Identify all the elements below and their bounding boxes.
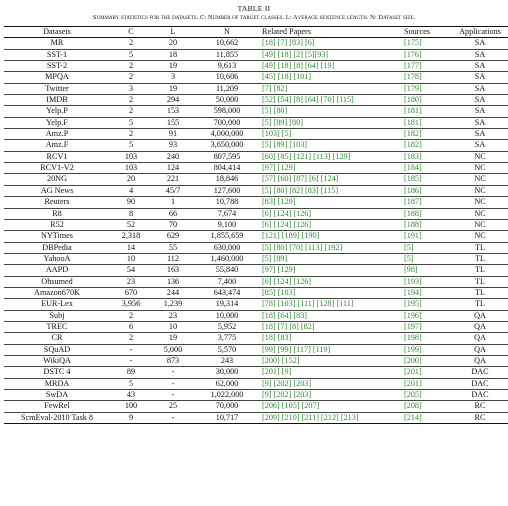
source-ref[interactable]: [182] <box>404 129 422 139</box>
table-row <box>4 174 508 185</box>
dataset-size: 700,000 <box>213 117 241 127</box>
num-classes: - <box>129 344 133 354</box>
source-ref[interactable]: [208] <box>404 401 422 411</box>
application: SA <box>474 72 486 82</box>
related-papers[interactable]: [5] [89] [80] <box>262 117 303 127</box>
dataset-size: 7,674 <box>217 208 237 218</box>
num-classes: 20 <box>126 174 136 184</box>
dataset-size: 3,775 <box>217 333 237 343</box>
source-ref[interactable]: [181] <box>404 106 422 116</box>
related-papers[interactable]: [5] [80] <box>262 106 288 116</box>
related-papers[interactable]: [9] [202] [203] <box>262 390 312 399</box>
num-classes: 90 <box>126 197 136 207</box>
related-papers[interactable]: [121] [189] [190] <box>262 231 320 241</box>
table-row <box>4 310 508 321</box>
related-papers[interactable]: [5] [80] [70] [113] [192] <box>262 242 343 252</box>
num-classes: 5 <box>128 378 134 388</box>
dataset-name: WikiQA <box>43 355 71 365</box>
dataset-name: MR <box>50 38 64 48</box>
source-ref[interactable]: [185] <box>404 174 422 184</box>
avg-length: 221 <box>166 174 180 184</box>
table-row <box>4 38 508 49</box>
dataset-name: TREC <box>46 321 68 331</box>
table-row <box>4 208 508 219</box>
related-papers[interactable]: [18] [7] [8] [82] <box>262 321 315 331</box>
dataset-size: 70,000 <box>215 401 239 411</box>
num-classes: 2 <box>128 38 134 48</box>
avg-length: 10 <box>168 321 178 331</box>
avg-length: 136 <box>166 276 180 286</box>
dataset-name: RCV1 <box>46 151 68 161</box>
table-row <box>4 197 508 208</box>
table-row <box>4 367 508 378</box>
header-papers: Related Papers <box>260 27 402 38</box>
avg-length: 45/7 <box>165 185 181 195</box>
dataset-size: 127,600 <box>213 185 241 195</box>
dataset-name: Twitter <box>45 83 69 93</box>
dataset-size: 5,952 <box>217 321 237 331</box>
application: SA <box>474 106 486 116</box>
table-row <box>4 299 508 310</box>
source-ref[interactable]: [184] <box>404 163 422 173</box>
dataset-size: 9,613 <box>217 61 237 71</box>
table-row <box>4 390 508 401</box>
source-ref[interactable]: [188] <box>404 219 422 229</box>
related-papers[interactable]: [103] [5] <box>262 129 292 139</box>
dataset-size: 62,000 <box>215 378 239 388</box>
table-caption <box>0 4 508 22</box>
application: NC <box>474 231 486 241</box>
dataset-size: 9,100 <box>217 219 237 229</box>
num-classes: 2,318 <box>121 231 141 241</box>
source-ref[interactable]: [178] <box>404 72 422 82</box>
avg-length: 25 <box>168 401 178 411</box>
header-row <box>4 27 508 38</box>
num-classes: 670 <box>124 287 138 297</box>
dataset-name: DSTC 4 <box>43 367 71 377</box>
application: TL <box>474 253 485 263</box>
header-sources: Sources <box>402 27 450 38</box>
table-row <box>4 219 508 230</box>
dataset-name: Amz.F <box>45 140 69 150</box>
num-classes: 3,956 <box>121 299 141 309</box>
num-classes: 23 <box>126 276 136 286</box>
application: QA <box>474 355 486 365</box>
num-classes: 43 <box>126 390 136 399</box>
table-row <box>4 321 508 332</box>
avg-length: 153 <box>166 106 180 116</box>
dataset-size: 1,460,000 <box>210 253 244 263</box>
avg-length: 112 <box>167 253 179 263</box>
application: QA <box>474 333 486 343</box>
related-papers[interactable]: [85] [103] <box>262 287 296 297</box>
source-ref[interactable]: [197] <box>404 321 422 331</box>
avg-length: 1,239 <box>163 299 183 309</box>
dataset-name: Reuters <box>44 197 70 207</box>
dataset-name: 20NG <box>46 174 67 184</box>
table-row <box>4 378 508 389</box>
dataset-size: 1,022,000 <box>210 390 244 399</box>
avg-length: 66 <box>168 208 178 218</box>
avg-length: 23 <box>168 310 178 320</box>
application: SA <box>474 38 486 48</box>
num-classes: 2 <box>128 310 134 320</box>
source-ref[interactable]: [181] <box>404 117 422 127</box>
dataset-name: EUR-Lex <box>41 299 73 309</box>
related-papers[interactable]: [99] [99] [117] [119] <box>262 344 331 354</box>
source-ref[interactable]: [200] <box>404 355 422 365</box>
dataset-name: MPQA <box>45 72 69 82</box>
related-papers[interactable]: [5] [89] [103] <box>262 140 308 150</box>
dataset-name: SwDA <box>45 390 69 399</box>
table-row <box>4 129 508 140</box>
application: NC <box>474 174 486 184</box>
application: RC <box>474 412 486 422</box>
application: QA <box>474 310 486 320</box>
application: SA <box>474 49 486 59</box>
application: QA <box>474 321 486 331</box>
dataset-size: 10,662 <box>215 38 239 48</box>
dataset-size: 10,000 <box>215 310 239 320</box>
avg-length: 124 <box>166 163 180 173</box>
dataset-name: AG News <box>40 185 74 195</box>
table-row <box>4 412 508 423</box>
avg-length: 163 <box>166 265 180 275</box>
related-papers[interactable]: [6] [124] [126] <box>262 276 312 286</box>
dataset-size: 5,570 <box>217 344 237 354</box>
dataset-name: Subj <box>49 310 65 320</box>
table-body <box>4 38 508 424</box>
application: RC <box>474 401 486 411</box>
source-ref[interactable]: [191] <box>404 231 422 241</box>
dataset-size: 10,606 <box>215 72 239 82</box>
avg-length: 93 <box>168 140 178 150</box>
num-classes: 8 <box>128 208 134 218</box>
dataset-name: R8 <box>52 208 62 218</box>
related-papers[interactable]: [78] [103] [111] [128] [111] <box>262 299 354 309</box>
avg-length: 19 <box>168 83 178 93</box>
source-ref[interactable]: [188] <box>404 208 422 218</box>
source-ref[interactable]: [182] <box>404 140 422 150</box>
table-row <box>4 287 508 298</box>
dataset-name: SQuAD <box>43 344 71 354</box>
related-papers[interactable]: [201] [9] <box>262 367 292 377</box>
num-classes: 5 <box>128 140 134 150</box>
num-classes: 103 <box>124 151 138 161</box>
dataset-name: MRDA <box>44 378 70 388</box>
source-ref[interactable]: [5] <box>404 242 414 252</box>
table-row <box>4 140 508 151</box>
source-ref[interactable]: [186] <box>404 185 422 195</box>
dataset-size: 30,000 <box>215 367 239 377</box>
source-ref[interactable]: [194] <box>404 287 422 297</box>
table-row <box>4 344 508 355</box>
related-papers[interactable]: [57] [60] [87] [6] [124] <box>262 174 339 184</box>
source-ref[interactable]: [187] <box>404 197 422 207</box>
avg-length: 5,000 <box>163 344 183 354</box>
dataset-name: DBPedia <box>42 242 72 252</box>
table-title: TABLE II <box>237 4 271 13</box>
application: TL <box>474 276 485 286</box>
application: NC <box>474 219 486 229</box>
dataset-name: AAPD <box>45 265 69 275</box>
header-c: C <box>110 27 152 38</box>
table-row <box>4 401 508 412</box>
avg-length: 155 <box>166 117 180 127</box>
source-ref[interactable]: [201] <box>404 367 422 377</box>
application: NC <box>474 185 486 195</box>
related-papers[interactable]: [18] [64] [83] <box>262 310 308 320</box>
num-classes: 52 <box>126 219 136 229</box>
num-classes: 2 <box>128 333 134 343</box>
table-row <box>4 49 508 60</box>
application: SA <box>474 95 486 105</box>
avg-length: 55 <box>168 242 178 252</box>
source-ref[interactable]: [5] <box>404 253 414 263</box>
dataset-name: ScmEval-2010 Task 8 <box>20 412 94 422</box>
dataset-size: 10,717 <box>215 412 239 422</box>
table-row <box>4 117 508 128</box>
application: SA <box>474 117 486 127</box>
dataset-name: R52 <box>50 219 64 229</box>
num-classes: 3 <box>128 83 134 93</box>
avg-length: 1 <box>170 197 176 207</box>
num-classes: - <box>129 355 133 365</box>
avg-length: 873 <box>166 355 180 365</box>
dataset-name: YahooA <box>43 253 71 263</box>
num-classes: 2 <box>128 72 134 82</box>
dataset-size: 18,846 <box>215 174 239 184</box>
related-papers[interactable]: [49] [18] [8] [64] [19] <box>262 61 335 71</box>
dataset-size: 50,000 <box>215 95 239 105</box>
source-ref[interactable]: [199] <box>404 344 422 354</box>
num-classes: 5 <box>128 117 134 127</box>
table-row <box>4 253 508 264</box>
dataset-name: Ohsumed <box>41 276 73 286</box>
num-classes: 100 <box>124 401 138 411</box>
application: TL <box>474 287 485 297</box>
avg-length: 629 <box>166 231 180 241</box>
dataset-name: SST-2 <box>46 61 68 71</box>
table-row <box>4 265 508 276</box>
source-ref[interactable]: [193] <box>404 276 422 286</box>
header-applications: Applications <box>450 27 508 38</box>
application: SA <box>474 61 486 71</box>
avg-length: 294 <box>166 95 180 105</box>
avg-length: 19 <box>168 333 178 343</box>
related-papers[interactable]: [206] [105] [207] <box>262 401 320 411</box>
application: TL <box>474 242 485 252</box>
dataset-name: CR <box>51 333 63 343</box>
num-classes: 89 <box>126 367 136 377</box>
table-row <box>4 276 508 287</box>
dataset-size: 643,474 <box>213 287 241 297</box>
avg-length: 240 <box>166 151 180 161</box>
num-classes: 2 <box>128 129 134 139</box>
related-papers[interactable]: [9] [202] [203] <box>262 378 312 388</box>
avg-length: 244 <box>166 287 180 297</box>
application: SA <box>474 129 486 139</box>
dataset-size: 55,840 <box>215 265 239 275</box>
num-classes: 2 <box>128 95 134 105</box>
related-papers[interactable]: [60] [85] [121] [113] [129] <box>262 151 351 161</box>
dataset-size: 804,414 <box>213 163 241 173</box>
related-papers[interactable]: [7] [82] <box>262 83 288 93</box>
dataset-size: 4,000,000 <box>210 129 244 139</box>
num-classes: 9 <box>128 412 134 422</box>
application: QA <box>474 344 486 354</box>
related-papers[interactable]: [97] [129] <box>262 163 296 173</box>
table-row <box>4 106 508 117</box>
application: NC <box>474 163 486 173</box>
dataset-size: 11,855 <box>215 49 239 59</box>
application: DAC <box>471 390 489 399</box>
source-ref[interactable]: [198] <box>404 333 422 343</box>
table-row <box>4 95 508 106</box>
dataset-size: 19,314 <box>215 299 239 309</box>
dataset-size: 10,788 <box>215 197 239 207</box>
related-papers[interactable]: [18] [7] [83] [6] <box>262 38 315 48</box>
application: NC <box>474 197 486 207</box>
source-ref[interactable]: [179] <box>404 83 422 93</box>
related-papers[interactable]: [200] [152] <box>262 355 300 365</box>
avg-length: 3 <box>170 72 176 82</box>
related-papers[interactable]: [5] [80] [82] [83] [115] <box>262 185 339 195</box>
dataset-size: 7,400 <box>217 276 237 286</box>
num-classes: 103 <box>124 163 138 173</box>
avg-length: - <box>171 378 175 388</box>
source-ref[interactable]: [183] <box>404 151 422 161</box>
table-row <box>4 231 508 242</box>
avg-length: 18 <box>168 49 178 59</box>
avg-length: 20 <box>168 38 178 48</box>
source-ref[interactable]: [214] <box>404 412 422 422</box>
num-classes: 10 <box>126 253 136 263</box>
table-description: Summary statistics for the datasets. C: Number of target classes. L: Average sentence length. N: Dataset size. <box>92 14 416 21</box>
dataset-size: 598,000 <box>213 106 241 116</box>
dataset-name: Amz.P <box>45 129 69 139</box>
source-ref[interactable]: [180] <box>404 95 422 105</box>
application: SA <box>474 140 486 150</box>
avg-length: - <box>171 390 175 399</box>
application: NC <box>474 208 486 218</box>
num-classes: 4 <box>128 185 134 195</box>
source-ref[interactable]: [177] <box>404 61 422 71</box>
application: TL <box>474 299 485 309</box>
dataset-name: Yelp.P <box>46 106 68 116</box>
header-l: L <box>152 27 194 38</box>
related-papers[interactable]: [45] [18] [101] <box>262 72 312 82</box>
dataset-name: SST-1 <box>46 49 68 59</box>
avg-length: - <box>171 412 175 422</box>
dataset-name: Amazon670K <box>34 287 80 297</box>
related-papers[interactable]: [83] [129] <box>262 197 296 207</box>
dataset-name: IMDB <box>46 95 68 105</box>
dataset-size: 11,209 <box>215 83 239 93</box>
source-ref[interactable]: [175] <box>404 38 422 48</box>
table-row <box>4 61 508 72</box>
num-classes: 6 <box>128 321 134 331</box>
dataset-name: FewRel <box>44 401 70 411</box>
dataset-name: RCV1-V2 <box>40 163 74 173</box>
related-papers[interactable]: [5] [89] <box>262 253 288 263</box>
num-classes: 14 <box>126 242 136 252</box>
num-classes: 2 <box>128 106 134 116</box>
application: NC <box>474 151 486 161</box>
table-row <box>4 83 508 94</box>
table-row <box>4 163 508 174</box>
dataset-name: NYTimes <box>40 231 73 241</box>
source-ref[interactable]: [98] <box>404 265 418 275</box>
avg-length: - <box>171 367 175 377</box>
table-row <box>4 333 508 344</box>
table-row <box>4 72 508 83</box>
dataset-name: Yelp.F <box>46 117 68 127</box>
header-datasets: Datasets <box>4 27 110 38</box>
avg-length: 70 <box>168 219 178 229</box>
related-papers[interactable]: [6] [124] [126] <box>262 219 312 229</box>
application: TL <box>474 265 485 275</box>
dataset-size: 630,000 <box>213 242 241 252</box>
application: DAC <box>471 367 489 377</box>
related-papers[interactable]: [49] [18] [2] [5][93] <box>262 49 329 59</box>
related-papers[interactable]: [52] [54] [8] [64] [70] [115] <box>262 95 354 105</box>
dataset-size: 807,595 <box>213 151 241 161</box>
application: DAC <box>471 378 489 388</box>
related-papers[interactable]: [97] [129] <box>262 265 296 275</box>
source-ref[interactable]: [176] <box>404 49 422 59</box>
header-n: N <box>194 27 260 38</box>
dataset-size: 1,855,659 <box>210 231 244 241</box>
source-ref[interactable]: [201] <box>404 378 422 388</box>
avg-length: 19 <box>168 61 178 71</box>
table-row <box>4 151 508 162</box>
table-row <box>4 355 508 366</box>
source-ref[interactable]: [195] <box>404 299 422 309</box>
avg-length: 91 <box>168 129 178 139</box>
application: SA <box>474 83 486 93</box>
table-row <box>4 185 508 196</box>
related-papers[interactable]: [18] [83] <box>262 333 292 343</box>
num-classes: 54 <box>126 265 136 275</box>
dataset-statistics-table <box>4 26 508 424</box>
related-papers[interactable]: [6] [124] [126] <box>262 208 312 218</box>
dataset-size: 243 <box>220 355 234 365</box>
source-ref[interactable]: [205] <box>404 390 422 399</box>
dataset-size: 3,650,000 <box>210 140 244 150</box>
num-classes: 2 <box>128 61 134 71</box>
source-ref[interactable]: [196] <box>404 310 422 320</box>
table-row <box>4 242 508 253</box>
related-papers[interactable]: [209] [210] [211] [212] [213] <box>262 412 359 422</box>
num-classes: 5 <box>128 49 134 59</box>
